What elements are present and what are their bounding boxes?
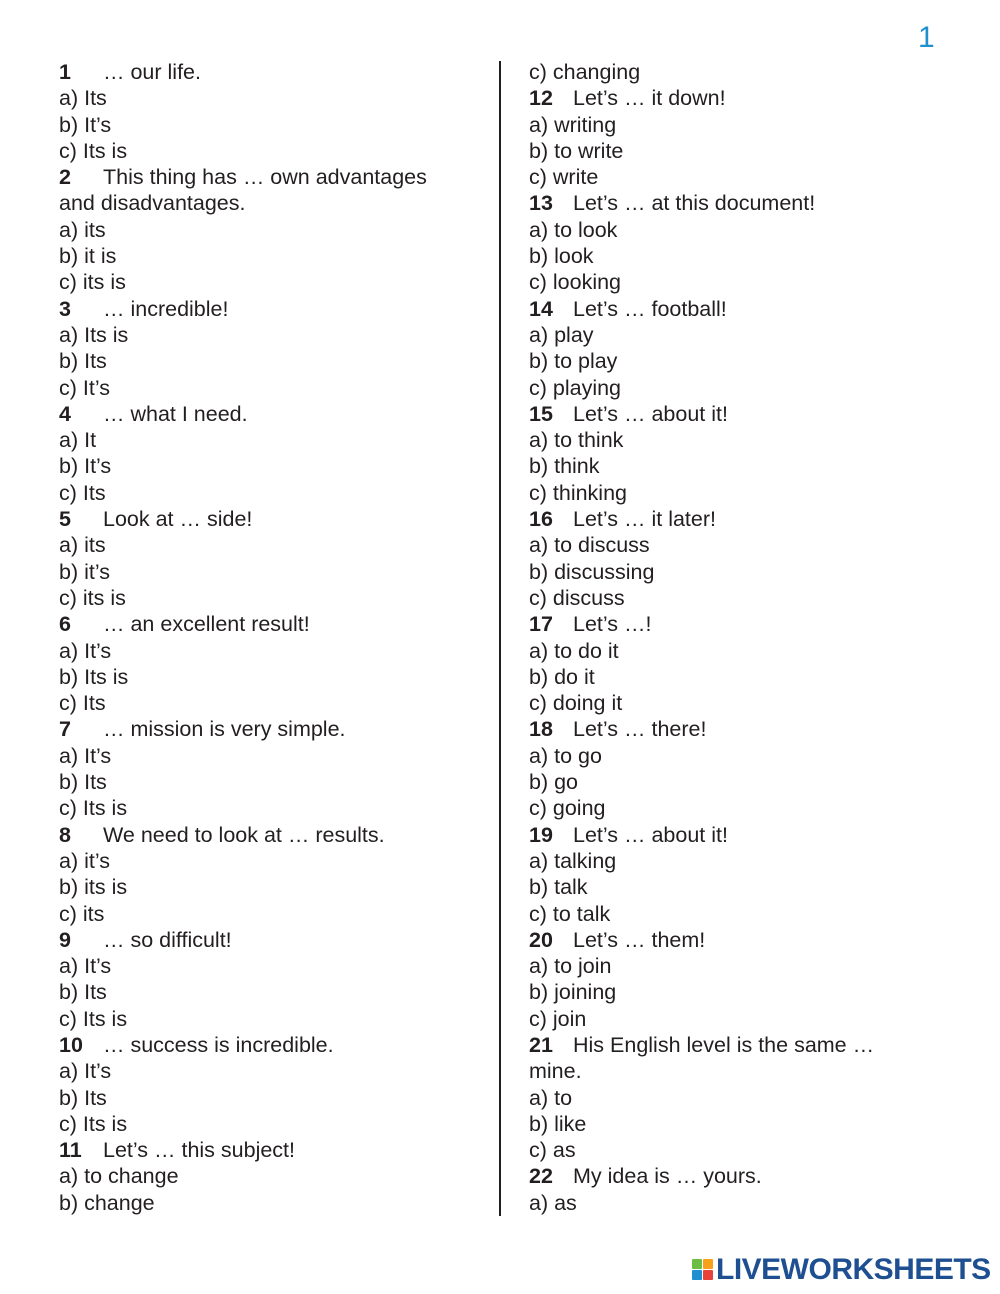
column-divider [499, 61, 501, 1216]
option-line: c) as [529, 1138, 576, 1163]
question-number: 18 [529, 717, 553, 742]
option-line: c) going [529, 796, 606, 821]
question-text: … incredible! [103, 296, 229, 321]
question-line [529, 1163, 939, 1189]
question-number: 9 [59, 927, 71, 952]
option-line: b) look [529, 244, 594, 269]
question-line [529, 822, 939, 848]
option-line: a) writing [529, 112, 617, 137]
question-line [59, 1032, 469, 1058]
question-line [59, 1137, 469, 1163]
question-number: 14 [529, 296, 553, 321]
question-line [529, 401, 939, 427]
question-text: … mission is very simple. [103, 717, 346, 742]
option-line: b) do it [529, 664, 595, 689]
option-line: mine. [529, 1059, 582, 1084]
page-number: 1 [918, 21, 935, 54]
left-column [59, 59, 469, 1216]
option-line: b) to play [529, 349, 618, 374]
question-line [529, 506, 939, 532]
option-line: a) as [529, 1190, 577, 1215]
question-text: My idea is … yours. [573, 1164, 762, 1189]
option-line: a) its [59, 217, 106, 242]
question-line [529, 716, 939, 742]
option-line: a) to discuss [529, 533, 650, 558]
option-line: a) Its is [59, 322, 129, 347]
option-line: a) play [529, 322, 594, 347]
option-line: b) It’s [59, 454, 112, 479]
question-line [59, 296, 469, 322]
question-text: We need to look at … results. [103, 822, 385, 847]
option-line: c) Its is [59, 138, 128, 163]
question-text: Let’s … about it! [573, 401, 728, 426]
option-line: a) talking [529, 848, 617, 873]
option-line: b) think [529, 454, 600, 479]
question-number: 8 [59, 822, 71, 847]
option-line: c) its is [59, 585, 126, 610]
option-line: c) Its [59, 691, 106, 716]
question-text: … success is incredible. [103, 1032, 334, 1057]
question-number: 15 [529, 401, 553, 426]
option-line: b) to write [529, 138, 624, 163]
option-line: a) to [529, 1085, 573, 1110]
option-line: b) Its [59, 1085, 107, 1110]
option-line: b) talk [529, 875, 588, 900]
question-text: Let’s … football! [573, 296, 727, 321]
option-line: b) discussing [529, 559, 655, 584]
question-line [59, 59, 469, 85]
option-line: c) write [529, 165, 599, 190]
option-line: c) doing it [529, 691, 623, 716]
question-number: 13 [529, 191, 553, 216]
option-line: c) changing [529, 60, 641, 84]
option-line: c) join [529, 1006, 587, 1031]
option-line: a) It’s [59, 743, 112, 768]
question-number: 20 [529, 927, 553, 952]
logo-text: LIVEWORKSHEETS [716, 1253, 991, 1286]
question-text: Let’s … them! [573, 927, 706, 952]
liveworksheets-logo-icon [692, 1259, 714, 1281]
option-line: c) Its [59, 480, 106, 505]
question-text: Let’s … there! [573, 717, 707, 742]
question-line [59, 611, 469, 637]
question-text: … so difficult! [103, 927, 232, 952]
option-line: a) to change [59, 1164, 179, 1189]
question-text: … our life. [103, 60, 201, 84]
question-number: 11 [59, 1138, 82, 1163]
question-text: Look at … side! [103, 507, 253, 532]
option-line: b) go [529, 770, 579, 795]
option-line: b) It’s [59, 112, 112, 137]
option-line: b) Its [59, 770, 107, 795]
question-text: Let’s … at this document! [573, 191, 816, 216]
option-line: c) looking [529, 270, 622, 295]
question-number: 1 [59, 60, 71, 84]
option-line: b) Its [59, 349, 107, 374]
option-line: c) It’s [59, 375, 110, 400]
option-line: b) Its is [59, 664, 129, 689]
question-line [529, 927, 939, 953]
question-number: 22 [529, 1164, 553, 1189]
option-line: b) like [529, 1111, 587, 1136]
question-number: 10 [59, 1032, 83, 1057]
question-line [529, 85, 939, 111]
question-line [529, 611, 939, 637]
question-text: … what I need. [103, 401, 248, 426]
question-number: 3 [59, 296, 71, 321]
option-line: b) it’s [59, 559, 110, 584]
option-line: c) its [59, 901, 105, 926]
option-line: a) It’s [59, 1059, 112, 1084]
question-line [529, 296, 939, 322]
question-line [529, 1032, 939, 1058]
option-line: c) Its is [59, 1006, 128, 1031]
question-number: 17 [529, 612, 553, 637]
option-line: c) its is [59, 270, 126, 295]
question-text: Let’s … it later! [573, 507, 716, 532]
question-text: Let’s … about it! [573, 822, 728, 847]
question-number: 2 [59, 165, 71, 190]
option-line: c) playing [529, 375, 622, 400]
question-line [59, 822, 469, 848]
question-number: 19 [529, 822, 553, 847]
question-line [59, 927, 469, 953]
option-line: c) Its is [59, 1111, 128, 1136]
question-line [59, 716, 469, 742]
question-line [59, 506, 469, 532]
question-line [59, 401, 469, 427]
option-line: c) to talk [529, 901, 611, 926]
question-text: His English level is the same … [573, 1032, 875, 1057]
question-number: 16 [529, 507, 553, 532]
question-number: 6 [59, 612, 71, 637]
option-line: a) to look [529, 217, 618, 242]
option-line: b) Its [59, 980, 107, 1005]
question-number: 12 [529, 86, 553, 111]
option-line: b) change [59, 1190, 155, 1215]
option-line: a) to think [529, 428, 624, 453]
option-line: a) to do it [529, 638, 619, 663]
question-text: Let’s … it down! [573, 86, 726, 111]
option-line: a) It [59, 428, 97, 453]
question-number: 21 [529, 1032, 553, 1057]
option-line: a) to go [529, 743, 602, 768]
question-line [59, 164, 469, 190]
option-line: a) It’s [59, 638, 112, 663]
liveworksheets-logo[interactable] [692, 1255, 991, 1285]
right-column [529, 59, 939, 1216]
option-line: c) thinking [529, 480, 627, 505]
question-line [529, 190, 939, 216]
question-text: … an excellent result! [103, 612, 310, 637]
option-line: a) It’s [59, 954, 112, 979]
question-number: 5 [59, 507, 71, 532]
option-line: a) to join [529, 954, 612, 979]
option-line: a) it’s [59, 848, 110, 873]
option-line: b) its is [59, 875, 128, 900]
option-line: and disadvantages. [59, 191, 246, 216]
option-line: b) it is [59, 244, 117, 269]
question-text: Let’s …! [573, 612, 652, 637]
option-line: a) Its [59, 86, 107, 111]
question-number: 4 [59, 401, 71, 426]
option-line: c) discuss [529, 585, 625, 610]
option-line: c) Its is [59, 796, 128, 821]
question-text: Let’s … this subject! [103, 1138, 295, 1163]
option-line: a) its [59, 533, 106, 558]
question-text: This thing has … own advantages [103, 165, 427, 190]
question-number: 7 [59, 717, 71, 742]
option-line: b) joining [529, 980, 617, 1005]
